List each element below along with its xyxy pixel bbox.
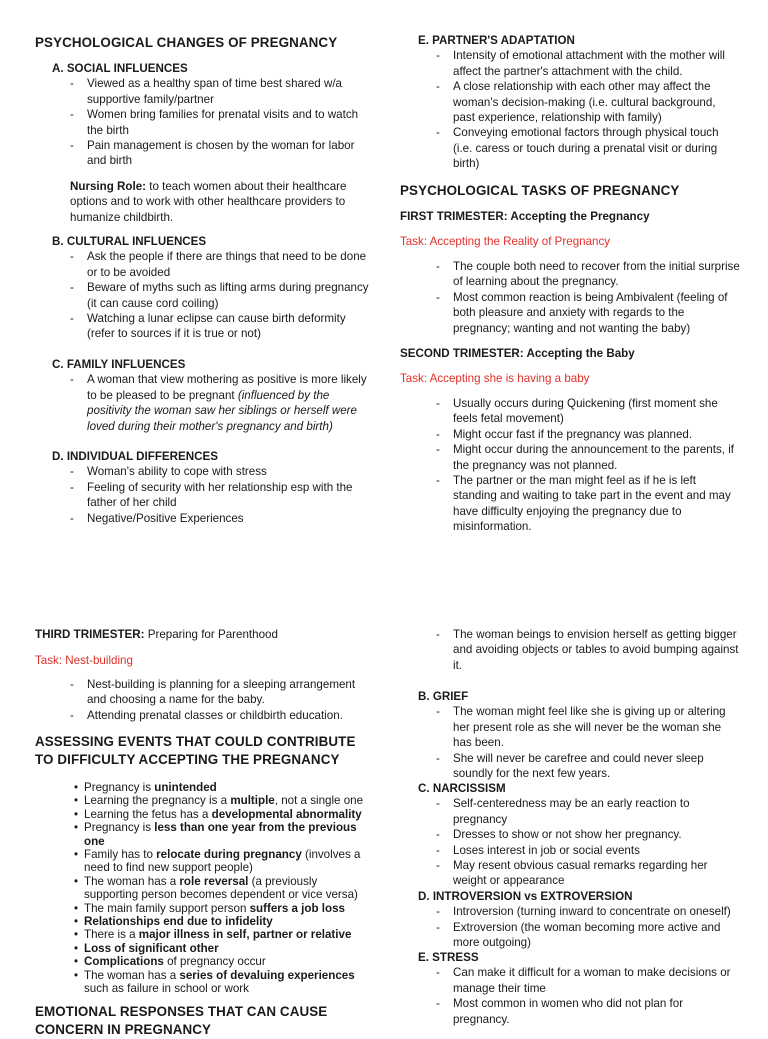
list-item: - Extroversion (the woman becoming more active and more outgoing) [436, 920, 740, 951]
section-stress [418, 950, 740, 1027]
list-item: - The woman might feel like she is giving up or altering her present role as she will never be the woman she has been. [436, 704, 740, 750]
list-item: - Watching a lunar eclipse can cause birth deformity (refer to sources if it is true or not) [70, 311, 370, 342]
list-item: - The couple both need to recover from the initial surprise of learning about the pregnancy. [436, 259, 740, 290]
section-heading: B. GRIEF [418, 690, 469, 703]
item-text: (a previously supporting person becomes dependent or vice versa) [84, 874, 358, 902]
item-bold: multiple [230, 794, 275, 808]
item-text: Learning the fetus has a [84, 807, 212, 821]
section-cultural-influences [52, 234, 370, 342]
item-bold: series of devaluing experiences [179, 968, 355, 982]
item-text: (involves a need to find new support people) [84, 848, 361, 875]
list-item [70, 372, 370, 434]
list-item: - The partner or the man might feel as if he is left standing and waiting to take part in the event and may have difficulty enjoying the pregnancy due to misinformation. [436, 473, 740, 535]
list-item: - Nest-building is planning for a sleeping arrangement and choosing a name for the baby. [70, 677, 362, 708]
task-label: Task: Nest-building [35, 654, 133, 667]
item-bold: Relationships end due to infidelity [84, 915, 273, 929]
list-item: - Might occur fast if the pregnancy was planned. [436, 427, 740, 442]
dash-list [436, 796, 740, 888]
list-item [74, 969, 364, 996]
dash-list [70, 677, 362, 723]
dash-list [436, 396, 740, 535]
section-heading: E. STRESS [418, 951, 479, 964]
list-item: - Self-centeredness may be an early reaction to pregnancy [436, 796, 740, 827]
list-item [74, 942, 364, 955]
page-title: PSYCHOLOGICAL CHANGES OF PREGNANCY [35, 35, 338, 50]
list-item: - Dresses to show or not show her pregnancy. [436, 827, 740, 842]
list-item [74, 955, 364, 968]
list-item [74, 915, 364, 928]
item-text: such as failure in school or work [84, 982, 249, 996]
section-social-influences [52, 61, 370, 169]
list-item [74, 875, 364, 902]
section-title: EMOTIONAL RESPONSES THAT CAN CAUSE CONCERN IN PREGNANCY [35, 1004, 328, 1037]
list-item: - A close relationship with each other may affect the woman's decision-making (i.e. cultural background, past experience, relationship with family) [436, 79, 740, 125]
dash-list [70, 76, 370, 168]
section-heading: A. SOCIAL INFLUENCES [52, 62, 188, 75]
section-grief [418, 689, 740, 781]
item-bold: developmental abnormality [211, 807, 362, 821]
section-family-influences [52, 357, 370, 434]
list-item [74, 848, 364, 875]
list-item: - She will never be carefree and could never sleep soundly for the next few years. [436, 751, 740, 782]
section-heading: D. INDIVIDUAL DIFFERENCES [52, 450, 218, 463]
second-trimester-heading [400, 346, 740, 361]
section-individual-differences [52, 449, 370, 526]
list-item: - Ask the people if there are things that need to be done or to be avoided [70, 249, 370, 280]
list-item: - May resent obvious casual remarks regarding her weight or appearance [436, 858, 740, 889]
item-text: There is a [84, 928, 139, 942]
item-bold: less than one year from the previous one [84, 821, 357, 848]
list-item: - Beware of myths such as lifting arms during pregnancy (it can cause cord coiling) [70, 280, 370, 311]
item-text: of pregnancy occur [163, 955, 266, 969]
section-partners-adaptation [418, 33, 740, 172]
list-item: - Women bring families for prenatal visits and to watch the birth [70, 107, 370, 138]
dash-list [436, 704, 740, 781]
list-item: - Usually occurs during Quickening (first moment she feels fetal movement) [436, 396, 740, 427]
first-trimester-heading [400, 209, 740, 224]
item-text: The main family support person [84, 901, 250, 915]
section-heading: C. FAMILY INFLUENCES [52, 358, 186, 371]
item-text: Learning the pregnancy is a [84, 794, 231, 808]
trimester-label: FIRST TRIMESTER: [400, 210, 508, 223]
trimester-label: SECOND TRIMESTER: [400, 347, 524, 360]
list-item [74, 902, 364, 915]
dash-list [436, 259, 740, 336]
list-item: - Intensity of emotional attachment with the mother will affect the partner's attachment with the child. [436, 48, 740, 79]
list-item: - Attending prenatal classes or childbirth education. [70, 708, 362, 723]
list-item [74, 808, 364, 821]
item-bold: relocate during pregnancy [156, 848, 302, 862]
list-item: - Most common reaction is being Ambivalent (feeling of both pleasure and anxiety with regards to the pregnancy; wanting and not wanting the baby) [436, 290, 740, 336]
list-item: - Loses interest in job or social events [436, 843, 740, 858]
third-trimester-heading [35, 627, 370, 642]
section-heading: C. NARCISSISM [418, 782, 506, 795]
item-text: Family has to [84, 848, 157, 862]
dash-list [70, 464, 370, 526]
section-title: ASSESSING EVENTS THAT COULD CONTRIBUTE TO DIFFICULTY ACCEPTING THE PREGNANCY [35, 734, 356, 767]
trimester-title: Preparing for Parenthood [144, 628, 278, 641]
list-item: - Introversion (turning inward to concentrate on oneself) [436, 904, 740, 919]
dash-list [436, 904, 740, 950]
dash-list [70, 372, 370, 434]
dash-list [70, 249, 370, 341]
trimester-title: Accepting the Pregnancy [507, 210, 650, 223]
item-text: Pregnancy is [84, 821, 155, 835]
item-text: , not a single one [274, 794, 364, 808]
dash-list [436, 627, 740, 673]
list-item [74, 928, 364, 941]
task-label: Task: Accepting the Reality of Pregnancy [400, 235, 611, 248]
item-bold: major illness in self, partner or relative [138, 928, 352, 942]
list-item: - Can make it difficult for a woman to make decisions or manage their time [436, 965, 740, 996]
list-item: - Might occur during the announcement to the parents, if the pregnancy was not planned. [436, 442, 740, 473]
list-item: - Negative/Positive Experiences [70, 511, 370, 526]
nursing-role-paragraph [70, 179, 362, 225]
nursing-role-text: to teach women about their healthcare options and to work with other healthcare providers to humanize childbirth. [70, 180, 347, 224]
list-item [74, 781, 364, 794]
dash-list [436, 965, 740, 1027]
list-item: - Most common in women who did not plan for pregnancy. [436, 996, 740, 1027]
item-bold: Complications [84, 955, 164, 969]
list-item: - The woman beings to envision herself as getting bigger and avoiding objects or tables to avoid bumping against it. [436, 627, 740, 673]
list-item [74, 794, 364, 807]
list-item: - Conveying emotional factors through physical touch (i.e. caress or touch during a prenatal visit or during birth) [436, 125, 740, 171]
family-item-text: A woman that view mothering as positive is more likely to be pleased to be pregnant [87, 373, 367, 402]
list-item [74, 821, 364, 848]
list-item: - Feeling of security with her relationship esp with the father of her child [70, 480, 370, 511]
section-narcissism [418, 781, 740, 889]
trimester-title: Accepting the Baby [523, 347, 635, 360]
item-text: Pregnancy is [84, 781, 155, 794]
item-text: The woman has a [84, 874, 180, 888]
list-item: - Woman's ability to cope with stress [70, 464, 370, 479]
section-heading: B. CULTURAL INFLUENCES [52, 235, 207, 248]
trimester-label: THIRD TRIMESTER: [35, 628, 145, 641]
nursing-role-label: Nursing Role: [70, 180, 147, 193]
item-bold: unintended [154, 781, 217, 794]
section-heading: D. INTROVERSION vs EXTROVERSION [418, 890, 633, 903]
list-item: - Pain management is chosen by the woman for labor and birth [70, 138, 370, 169]
item-bold: suffers a job loss [249, 901, 345, 915]
section-introversion [418, 889, 740, 951]
item-text: The woman has a [84, 968, 180, 982]
item-bold: Loss of significant other [84, 941, 219, 955]
dash-list [436, 48, 740, 171]
item-bold: role reversal [179, 874, 249, 888]
section-heading: E. PARTNER'S ADAPTATION [418, 34, 575, 47]
list-item: - Viewed as a healthy span of time best shared w/a supportive family/partner [70, 76, 370, 107]
section-title: PSYCHOLOGICAL TASKS OF PREGNANCY [400, 183, 680, 198]
task-label: Task: Accepting she is having a baby [400, 372, 590, 385]
family-item-italic: (influenced by the positivity the woman saw her siblings or herself were loved during their mother's pregnancy and birth) [87, 388, 357, 433]
bullet-list [74, 781, 364, 996]
